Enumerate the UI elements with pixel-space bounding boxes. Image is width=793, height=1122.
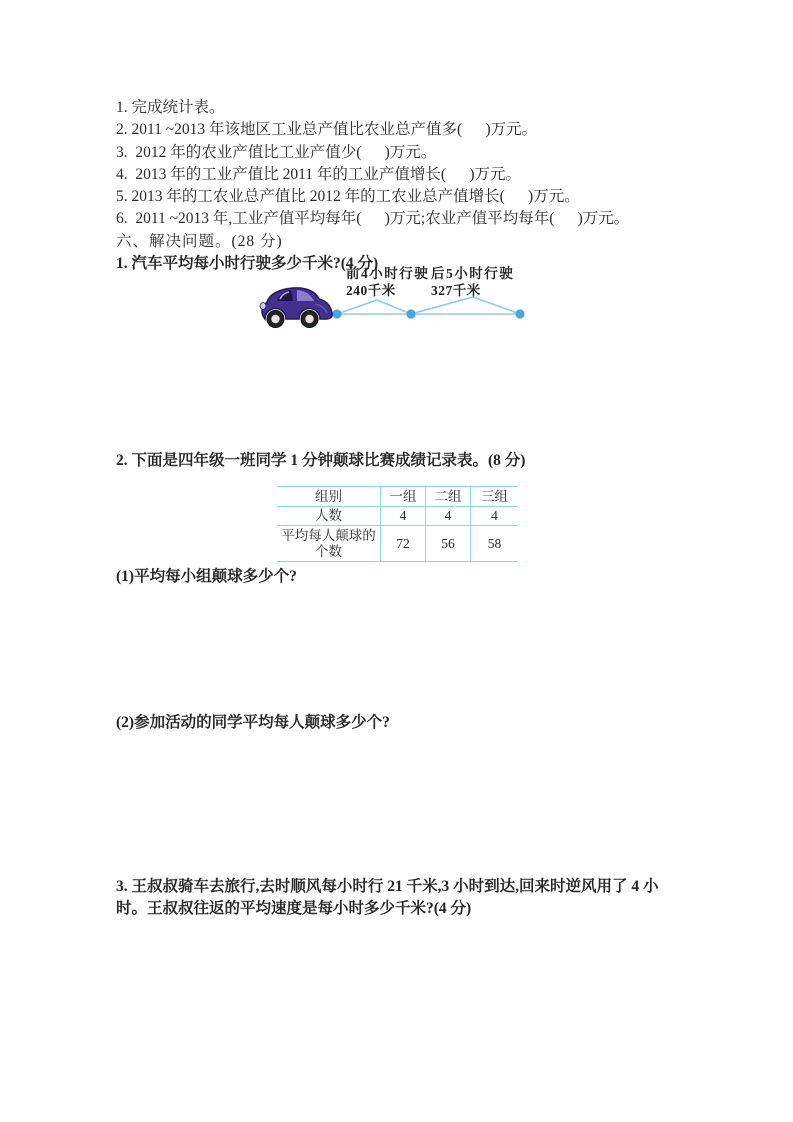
route-lines bbox=[337, 297, 520, 314]
section-six-header: 六、解决问题。(28 分) bbox=[116, 232, 283, 250]
ball-score-table bbox=[277, 486, 518, 562]
table-row-people bbox=[277, 507, 518, 526]
table-cell: 58 bbox=[471, 526, 519, 562]
segment1-value: 240千米 bbox=[346, 283, 396, 298]
fill-item-5: 5. 2013 年的工农业总产值比 2012 年的工农业总产值增长( )万元。 bbox=[116, 188, 580, 206]
fill-item-6: 6. 2011 ~2013 年,工业产值平均每年( )万元;农业产值平均每年( )万元。 bbox=[116, 210, 630, 228]
row-label: 平均每人颠球的个数 bbox=[277, 526, 381, 562]
table-header-group3: 三组 bbox=[471, 487, 519, 507]
question-2-sub1: (1)平均每小组颠球多少个? bbox=[116, 568, 297, 585]
table-cell: 4 bbox=[471, 507, 519, 526]
table-cell: 4 bbox=[381, 507, 426, 526]
question-1-text: 1. 汽车平均每小时行驶多少千米?(4 分) bbox=[116, 255, 379, 273]
fill-item-4: 4. 2013 年的工业产值比 2011 年的工业产值增长( )万元。 bbox=[116, 165, 521, 183]
question-2-sub2: (2)参加活动的同学平均每人颠球多少个? bbox=[116, 714, 390, 731]
segment1-label: 前4小时行驶 bbox=[346, 266, 430, 281]
table-header-group1: 一组 bbox=[381, 487, 426, 507]
table-header-group2: 二组 bbox=[426, 487, 471, 507]
fill-item-3: 3. 2012 年的农业产值比工业产值少( )万元。 bbox=[116, 143, 437, 161]
question-3-text: 3. 王叔叔骑车去旅行,去时顺风每小时行 21 千米,3 小时到达,回来时逆风用了 4 小时。王叔叔往返的平均速度是每小时多少千米?(4 分) bbox=[116, 878, 659, 918]
table-cell: 4 bbox=[426, 507, 471, 526]
table-cell: 72 bbox=[381, 526, 426, 562]
fill-item-2: 2. 2011 ~2013 年该地区工业总产值比农业总产值多( )万元。 bbox=[116, 121, 538, 139]
table-header-group: 组别 bbox=[277, 487, 381, 507]
table-cell: 56 bbox=[426, 526, 471, 562]
fill-in-section bbox=[116, 97, 736, 275]
segment2-label: 后5小时行驶 bbox=[431, 266, 515, 281]
q1-distance-diagram bbox=[253, 260, 545, 338]
table-row-average bbox=[277, 526, 518, 562]
car-icon bbox=[260, 288, 332, 328]
fill-item-1: 1. 完成统计表。 bbox=[116, 99, 225, 116]
segment2-value: 327千米 bbox=[431, 283, 481, 298]
question-2-text: 2. 下面是四年级一班同学 1 分钟颠球比赛成绩记录表。(8 分) bbox=[116, 452, 526, 469]
table-header-row bbox=[277, 487, 518, 507]
row-label: 人数 bbox=[277, 507, 381, 526]
